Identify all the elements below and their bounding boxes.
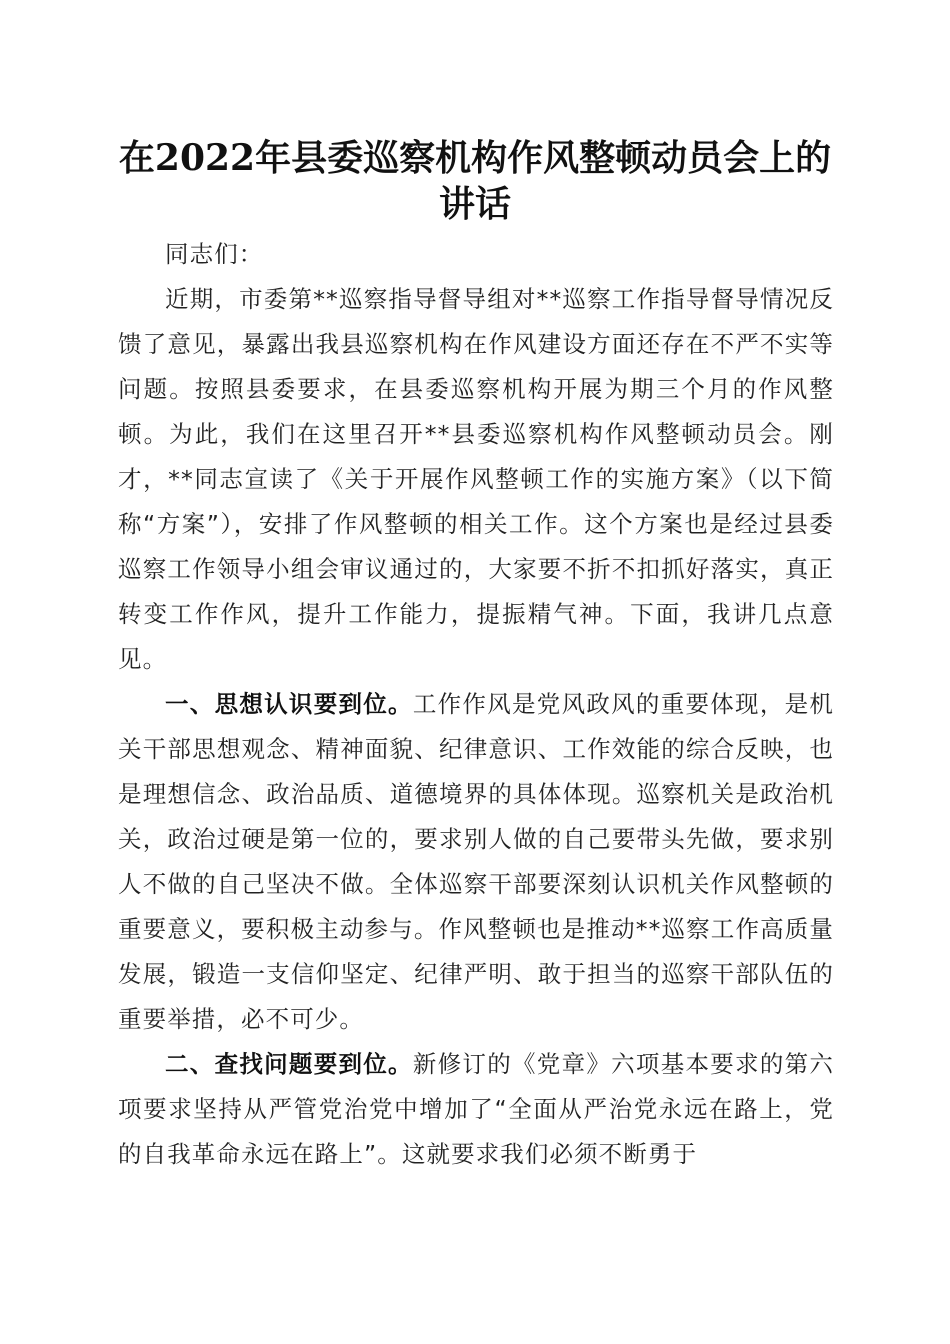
title-line-2: 讲话 xyxy=(438,183,511,225)
section-2-heading: 二、查找问题要到位。 xyxy=(165,1050,413,1078)
title-line-1: 在2022年县委巡察机构作风整顿动员会上的 xyxy=(118,137,832,179)
document-body xyxy=(118,232,834,1177)
section-1-heading: 一、思想认识要到位。 xyxy=(165,690,413,718)
section-1-text: 工作作风是党风政风的重要体现，是机关干部思想观念、精神面貌、纪律意识、工作效能的综合反映，也是理想信念、政治品质、道德境界的具体体现。巡察机关是政治机关，政治过硬是第一位的，要求别人做的自己要带头先做，要求别人不做的自己坚决不做。全体巡察干部要深刻认识机关作风整顿的重要意义，要积极主动参与。作风整顿也是推动**巡察工作高质量发展，锻造一支信仰坚定、纪律严明、敢于担当的巡察干部队伍的重要举措，必不可少。 xyxy=(118,690,835,1033)
document-title xyxy=(100,135,850,227)
paragraph-section-2 xyxy=(118,1042,834,1177)
paragraph-section-1 xyxy=(118,682,834,1042)
section-2-text: 新修订的《党章》六项基本要求的第六项要求坚持从严管党治党中增加了“全面从严治党永远在路上，党的自我革命永远在路上”。这就要求我们必须不断勇于 xyxy=(118,1050,835,1168)
paragraph-intro: 近期，市委第**巡察指导督导组对**巡察工作指导督导情况反馈了意见，暴露出我县巡察机构在作风建设方面还存在不严不实等问题。按照县委要求，在县委巡察机构开展为期三个月的作风整顿。为此，我们在这里召开**县委巡察机构作风整顿动员会。刚才，**同志宣读了《关于开展作风整顿工作的实施方案》（以下简称“方案”），安排了作风整顿的相关工作。这个方案也是经过县委巡察工作领导小组会审议通过的，大家要不折不扣抓好落实，真正转变工作作风，提升工作能力，提振精气神。下面，我讲几点意见。 xyxy=(118,285,834,673)
salutation: 同志们： xyxy=(165,240,264,268)
